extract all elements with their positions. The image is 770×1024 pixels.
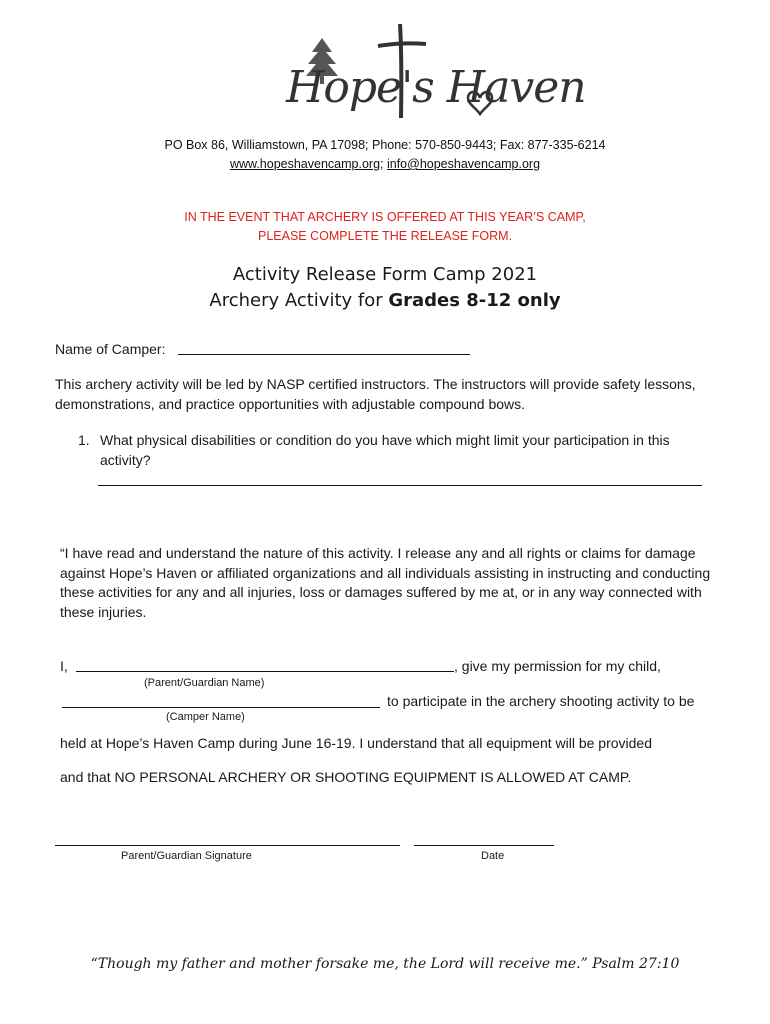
notice-line-2: PLEASE COMPLETE THE RELEASE FORM. xyxy=(257,229,512,243)
disability-answer-field[interactable] xyxy=(98,485,702,486)
address-line: PO Box 86, Williamstown, PA 17098; Phone: 570-850-9443; Fax: 877-335-6214 xyxy=(164,138,606,152)
email-link[interactable]: info@hopeshavencamp.org xyxy=(386,157,541,171)
permission-suffix: , give my permission for my child, xyxy=(454,658,661,674)
camper-name-permission-field[interactable] xyxy=(62,707,380,708)
website-link[interactable]: www.hopeshavencamp.org xyxy=(229,157,381,171)
logo-text: Hope's Haven xyxy=(286,62,586,113)
date-caption: Date xyxy=(481,850,505,862)
equipment-text: and that NO PERSONAL ARCHERY OR SHOOTING EQUIPMENT IS ALLOWED AT CAMP. xyxy=(60,769,632,785)
camper-name-caption: (Camper Name) xyxy=(166,711,245,723)
page-title xyxy=(0,262,770,314)
parent-name-field[interactable] xyxy=(76,671,454,672)
notice-line-1: IN THE EVENT THAT ARCHERY IS OFFERED AT THIS YEAR’S CAMP, xyxy=(184,210,586,224)
question-text: What physical disabilities or condition do you have which might limit your participation in this activity? xyxy=(100,432,670,468)
contact-separator: ; xyxy=(380,157,387,171)
title-line-2-prefix: Archery Activity for xyxy=(209,290,389,311)
archery-notice xyxy=(0,208,770,246)
hopes-haven-logo xyxy=(282,18,586,138)
signature-field[interactable] xyxy=(55,845,400,846)
question-number: 1. xyxy=(78,432,90,448)
footer-verse: “Though my father and mother forsake me, the Lord will receive me.” Psalm 27:10 xyxy=(90,956,680,972)
contact-line xyxy=(0,157,770,171)
signature-caption: Parent/Guardian Signature xyxy=(121,850,252,862)
camper-name-field[interactable] xyxy=(178,354,470,355)
title-line-1: Activity Release Form Camp 2021 xyxy=(232,264,538,285)
date-field[interactable] xyxy=(414,845,554,846)
participate-text: to participate in the archery shooting activity to be xyxy=(387,693,695,709)
camper-name-label: Name of Camper: xyxy=(55,341,166,357)
title-grades: Grades 8-12 only xyxy=(388,290,561,311)
permission-prefix: I, xyxy=(60,658,68,674)
intro-paragraph: This archery activity will be led by NASP certified instructors. The instructors will provide safety lessons, demonstrations, and practice opportunities with adjustable compound bows. xyxy=(55,376,696,412)
release-statement: “I have read and understand the nature of this activity. I release any and all rights or claims for damage against Hope’s Haven or affiliated organizations and all individuals assisting in instructing and conducting these activities for any and all injuries, loss or damages suffered by me at, or in any way connected with these injuries. xyxy=(60,545,711,620)
held-text: held at Hope’s Haven Camp during June 16-19. I understand that all equipment will be provided xyxy=(60,735,652,751)
title-line-2 xyxy=(0,288,770,314)
parent-name-caption: (Parent/Guardian Name) xyxy=(144,677,265,689)
